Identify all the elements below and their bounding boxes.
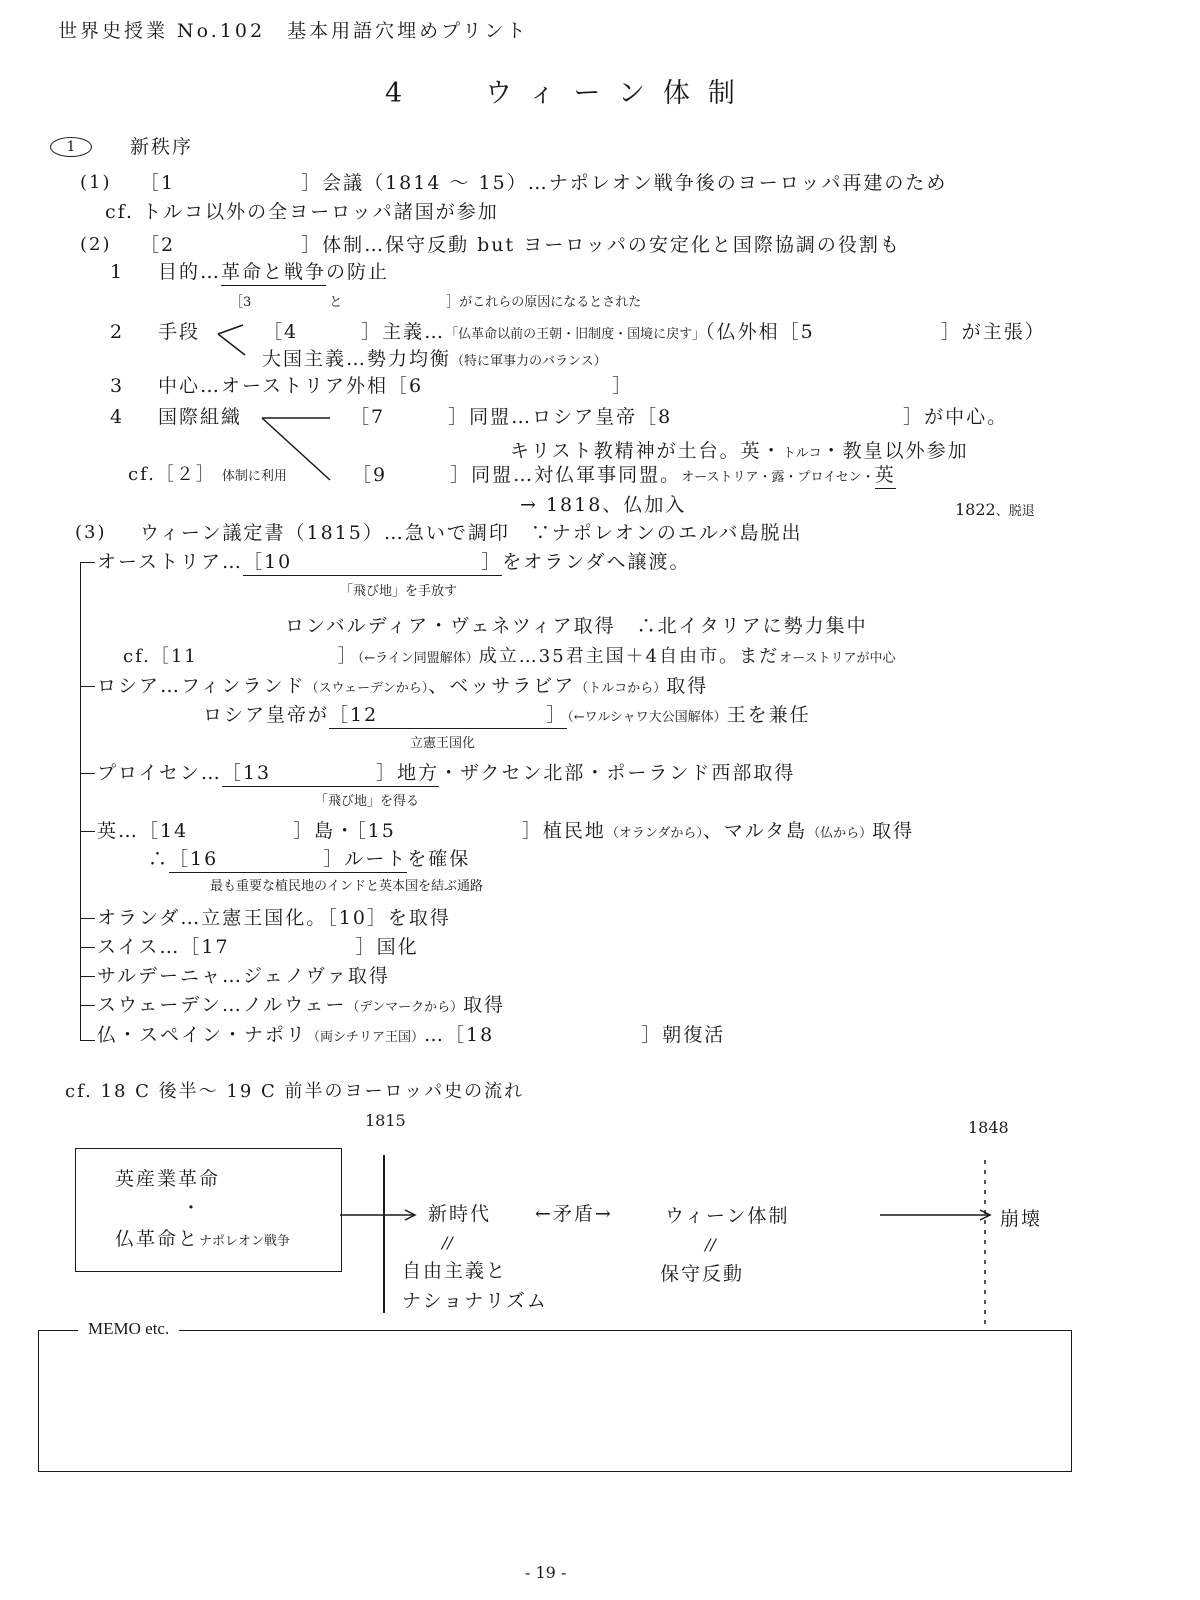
item2-text: ［2 ］体制…保守反動 but ヨーロッパの安定化と国際協調の役割も xyxy=(140,234,901,256)
memo-box xyxy=(38,1330,1072,1472)
quad-alliance-uk: 英 xyxy=(875,464,896,489)
flow-heading: cf. 18 C 後半～ 19 C 前半のヨーロッパ史の流れ xyxy=(65,1081,525,1102)
uk-note1: （オランダから） xyxy=(605,826,703,841)
point-number: 4 xyxy=(110,406,125,428)
revolutions-box xyxy=(75,1148,342,1272)
purpose-suffix: の防止 xyxy=(326,261,390,283)
holy-alliance-detail-a: キリスト教精神が土台。英・ xyxy=(510,440,783,462)
russia2-post: 王を兼任 xyxy=(726,704,811,726)
german-confed-blank: cf.［11 ］ xyxy=(123,646,358,667)
austria-blank: ［10 ］ xyxy=(243,551,502,576)
quad-alliance-text: ［9 ］同盟…対仏軍事同盟。 xyxy=(352,464,682,486)
collapse-label: 崩壊 xyxy=(1000,1208,1043,1230)
means-b: 大国主義…勢力均衡 xyxy=(262,348,452,370)
intl-org-cf-note: 体制に利用 xyxy=(221,469,287,484)
vienna-system-label: ウィーン体制 xyxy=(665,1205,790,1227)
purpose-note: ［3 と ］がこれらの原因になるとされた xyxy=(230,295,642,310)
flow-year-1848: 1848 xyxy=(968,1118,1009,1137)
uk-route-blank: ［16 ］ xyxy=(169,848,344,873)
austria-line2: ロンバルディア・ヴェネツィア取得 ∴北イタリアに勢力集中 xyxy=(285,615,868,637)
contradiction-label: ←矛盾→ xyxy=(535,1203,613,1225)
uk-note2: （仏から） xyxy=(807,826,873,841)
intl-org-cf-ref: cf.［２］ xyxy=(128,464,216,485)
nationalism-label: ナショナリズム xyxy=(402,1290,548,1312)
box-line-2 xyxy=(115,1230,290,1249)
france-a: 仏・スペイン・ナポリ xyxy=(97,1024,308,1046)
sweden-note: （デンマークから） xyxy=(346,1000,464,1015)
german-confed-note2: オーストリアが中心 xyxy=(779,651,896,666)
box-line-2-note: ナポレオン戦争 xyxy=(199,1234,291,1249)
flow-year-1815: 1815 xyxy=(365,1111,406,1130)
sweden-post: 取得 xyxy=(463,994,506,1016)
sardinia-line: サルデーニャ…ジェノヴァ取得 xyxy=(97,965,390,987)
page-title: ウィーン体制 xyxy=(485,78,753,109)
quad-alliance-uk-year: 1822 xyxy=(955,500,996,519)
uk-route-therefore: ∴ xyxy=(148,848,170,870)
center-line: 中心…オーストリア外相［6 ］ xyxy=(158,375,634,397)
box-line-1: 英産業革命 xyxy=(115,1168,221,1190)
means-a-note: 「仏革命以前の王朝・旧制度・国境に戻す」 xyxy=(445,327,706,342)
russia-note1: （スウェーデンから） xyxy=(305,681,429,696)
russia2-note: （←ワルシャワ大公国解体） xyxy=(567,710,727,725)
prussia-blank: ［13 ］ xyxy=(222,762,397,787)
new-era-label: 新時代 xyxy=(428,1203,492,1225)
sweden-a: スウェーデン…ノルウェー xyxy=(97,994,347,1016)
box-dot: ・ xyxy=(182,1198,202,1219)
point-number: 3 xyxy=(110,375,125,397)
uk-route-word: ルート xyxy=(344,848,407,873)
uk-c: 取得 xyxy=(872,820,915,842)
item-number: (2) xyxy=(80,234,112,255)
russia2-blank: ［12 ］ xyxy=(329,704,567,729)
holy-alliance-detail-b: ・教皇以外参加 xyxy=(821,440,969,462)
means-a-post: （仏外相［5 ］が主張） xyxy=(705,321,1046,343)
liberalism-label: 自由主義と xyxy=(402,1260,508,1282)
russia-b: 、ベッサラビア xyxy=(428,675,576,697)
prussia-region: 地方 xyxy=(397,762,439,787)
item1-text: ［1 ］会議（1814 ～ 15）…ナポレオン戦争後のヨーロッパ再建のため xyxy=(140,172,948,194)
switzerland-line: スイス…［17 ］国化 xyxy=(97,936,419,958)
point-number: 1 xyxy=(110,261,125,283)
netherlands-line: オランダ…立憲王国化。［10］を取得 xyxy=(97,907,451,929)
prussia-post: ・ザクセン北部・ポーランド西部取得 xyxy=(439,762,796,784)
uk-route-note: 最も重要な植民地のインドと英本国を結ぶ通路 xyxy=(210,879,484,894)
conservative-label: 保守反動 xyxy=(660,1263,745,1285)
german-confed-post: 成立…35君主国＋4自由市。まだ xyxy=(478,646,780,667)
holy-alliance-detail-note: トルコ xyxy=(782,446,822,461)
worksheet-header: 世界史授業 No.102 基本用語穴埋めプリント xyxy=(58,20,529,42)
austria-post: をオランダへ譲渡。 xyxy=(502,551,691,573)
russia-a: ロシア…フィンランド xyxy=(97,675,306,697)
page-number: - 19 - xyxy=(525,1563,567,1582)
section-number: 4 xyxy=(385,78,421,109)
uk-a: 英…［14 ］島・［15 ］植民地 xyxy=(97,820,606,842)
uk-route-post: を確保 xyxy=(407,848,471,870)
austria-note: 「飛び地」を手放す xyxy=(340,584,458,599)
german-confed-note: （←ライン同盟解体） xyxy=(357,651,479,666)
france-note: （両シチリア王国） xyxy=(307,1030,425,1045)
vienna-act-heading: ウィーン議定書（1815）…急いで調印 ∵ナポレオンのエルバ島脱出 xyxy=(140,522,803,544)
russia2-a: ロシア皇帝が xyxy=(203,704,330,726)
item1-cf: cf. トルコ以外の全ヨーロッパ諸国が参加 xyxy=(105,201,499,223)
equals-mark: // xyxy=(705,1235,716,1254)
russia-c: 取得 xyxy=(666,675,709,697)
quad-alliance-members: オーストリア・露・プロイセン・ xyxy=(681,470,875,485)
box-line-2-text: 仏革命と xyxy=(115,1228,200,1250)
item-number: (3) xyxy=(75,522,107,543)
item-number: (1) xyxy=(80,172,112,193)
russia-note2: （トルコから） xyxy=(575,681,667,696)
holy-alliance-line: ［7 ］同盟…ロシア皇帝［8 ］が中心。 xyxy=(350,406,1009,428)
purpose-underlined: 革命と戦争 xyxy=(221,261,326,286)
uk-b: 、マルタ島 xyxy=(702,820,808,842)
quad-alliance-uk-note: 、脱退 xyxy=(995,504,1035,519)
russia-note: 立憲王国化 xyxy=(410,736,476,751)
purpose-label: 目的… xyxy=(158,261,222,283)
means-label: 手段 xyxy=(158,321,201,343)
means-b-note: （特に軍事力のバランス） xyxy=(451,354,607,369)
point-number: 2 xyxy=(110,321,125,343)
section-circle-number: 1 xyxy=(50,137,92,157)
equals-mark: // xyxy=(442,1233,453,1252)
means-a: ［4 ］主義… xyxy=(263,321,446,343)
memo-label: MEMO etc. xyxy=(78,1320,179,1337)
france-post: …［18 ］朝復活 xyxy=(424,1024,726,1046)
quad-alliance-france: → 1818、仏加入 xyxy=(520,494,687,516)
prussia-note: 「飛び地」を得る xyxy=(315,794,420,809)
intl-org-label: 国際組織 xyxy=(158,406,243,428)
austria-label: オーストリア… xyxy=(97,551,244,573)
prussia-a: プロイセン… xyxy=(97,762,222,784)
section-heading: 新秩序 xyxy=(130,136,194,158)
